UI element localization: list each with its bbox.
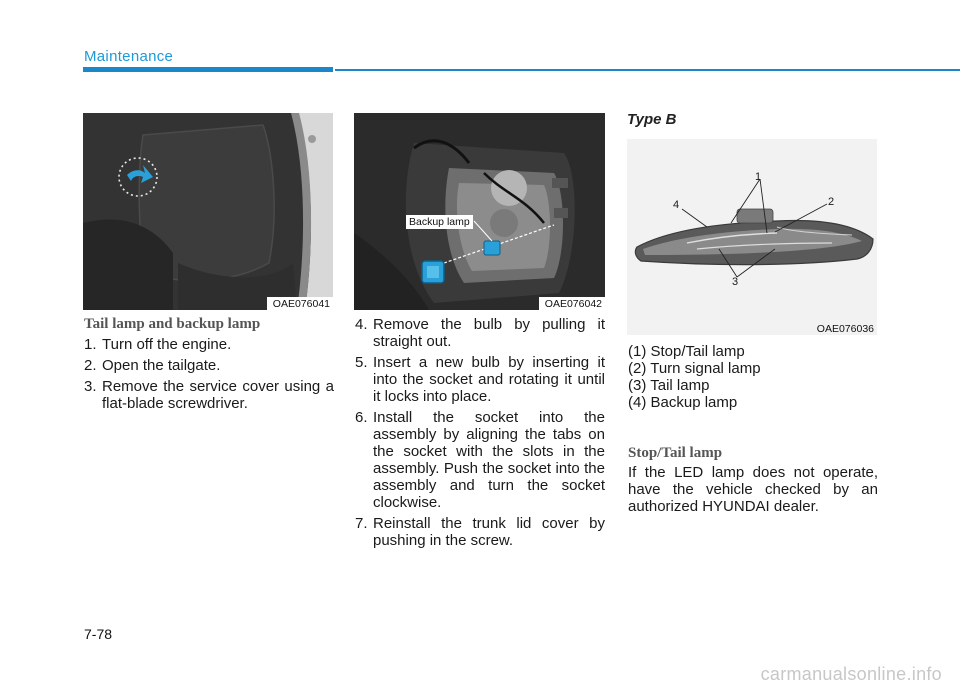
step-text: Insert a new bulb by inserting it into the socket and rotating it until it locks into place. — [373, 354, 605, 405]
steps-column-1 — [84, 336, 334, 416]
step-item — [355, 316, 605, 350]
figure-code: OAE076041 — [267, 297, 333, 310]
step-text: Install the socket into the assembly by aligning the tabs on the socket with the slots in the assembly. Push the socket into the assembly and turn the socket clockwise. — [373, 409, 605, 511]
callout-3: 3 — [732, 276, 739, 288]
figure-code: OAE076042 — [539, 297, 605, 310]
legend-item: (3) Tail lamp — [628, 377, 710, 394]
backup-lamp-photo — [354, 113, 605, 310]
subheading: Stop/Tail lamp — [628, 445, 723, 461]
section-heading: Tail lamp and backup lamp — [84, 316, 261, 332]
step-number: 3. — [84, 378, 97, 395]
service-cover-photo — [83, 113, 333, 310]
step-text: Turn off the engine. — [102, 336, 232, 353]
legend-item: (4) Backup lamp — [628, 394, 738, 411]
backup-lamp-callout: Backup lamp — [406, 215, 473, 229]
figure-backup-lamp — [354, 113, 605, 310]
step-text: Open the tailgate. — [102, 357, 221, 374]
step-number: 5. — [355, 354, 368, 371]
step-item — [84, 357, 334, 374]
paragraph: If the LED lamp does not operate, have the vehicle checked by an authorized HYUNDAI dealer. — [628, 464, 878, 515]
step-number: 2. — [84, 357, 97, 374]
step-text: Remove the service cover using a flat-blade screwdriver. — [102, 378, 334, 412]
figure-service-cover — [83, 113, 333, 310]
step-item — [84, 336, 334, 353]
callout-2: 2 — [828, 196, 835, 208]
header-rule-thick — [83, 67, 333, 72]
steps-column-2 — [355, 316, 605, 553]
step-text: Reinstall the trunk lid cover by pushing in the screw. — [373, 515, 605, 549]
legend-column — [628, 343, 878, 411]
figure-code: OAE076036 — [816, 323, 874, 335]
callout-4: 4 — [673, 199, 680, 211]
callout-1: 1 — [755, 171, 762, 183]
step-item — [355, 409, 605, 511]
step-number: 7. — [355, 515, 368, 532]
section-title: Maintenance — [84, 48, 174, 65]
step-item — [355, 515, 605, 549]
legend-item: (2) Turn signal lamp — [628, 360, 761, 377]
step-number: 1. — [84, 336, 97, 353]
step-number: 6. — [355, 409, 368, 426]
type-heading: Type B — [627, 111, 677, 128]
step-number: 4. — [355, 316, 368, 333]
step-item — [355, 354, 605, 405]
step-text: Remove the bulb by pulling it straight out. — [373, 316, 605, 350]
watermark: carmanualsonline.info — [760, 664, 942, 684]
legend-item: (1) Stop/Tail lamp — [628, 343, 745, 360]
step-item — [84, 378, 334, 412]
header-rule-thin — [335, 69, 960, 71]
tail-lamp-illustration — [627, 139, 877, 335]
figure-tail-lamp-diagram — [627, 139, 877, 335]
page-number: 7-78 — [84, 626, 113, 642]
